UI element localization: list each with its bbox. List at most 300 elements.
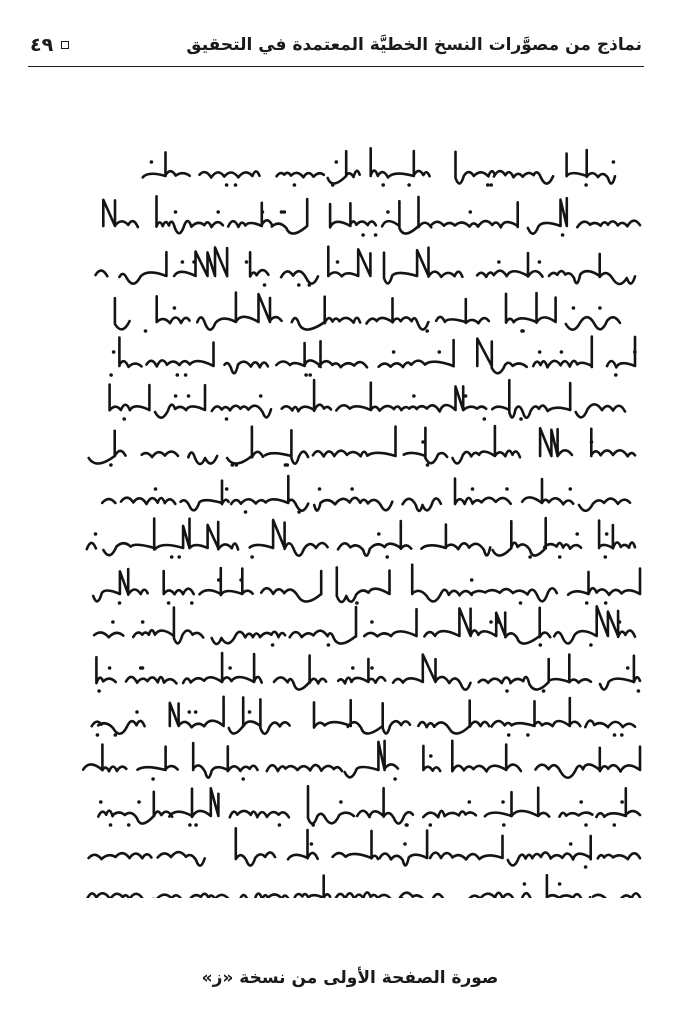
ink-word-stroke (430, 836, 502, 860)
ink-dot (528, 555, 532, 559)
ink-word-stroke (430, 202, 517, 227)
ink-word-stroke (345, 741, 398, 777)
ink-word-stroke (292, 297, 360, 330)
ink-dot (263, 283, 267, 287)
ink-dot (407, 183, 411, 187)
ink-word-stroke (115, 298, 130, 329)
ink-dot (483, 417, 487, 421)
ink-word-stroke (479, 678, 511, 684)
ink-word-stroke (492, 698, 581, 726)
ink-word-stroke (348, 703, 410, 733)
ink-word-stroke (403, 498, 441, 511)
ink-word-stroke (314, 700, 351, 727)
ink-dot (96, 733, 100, 737)
ink-word-stroke (494, 171, 553, 183)
ink-word-stroke (229, 697, 290, 733)
ink-dot (228, 666, 232, 670)
ink-word-stroke (367, 298, 429, 329)
ink-dot (464, 394, 468, 398)
ink-dot (350, 487, 354, 491)
ink-word-stroke (596, 788, 640, 817)
ink-dot (471, 487, 475, 491)
ink-word-stroke (599, 521, 635, 549)
ink-word-stroke (585, 721, 635, 728)
ink-dot (486, 183, 490, 187)
page-number-group (30, 34, 69, 56)
ink-word-stroke (183, 653, 262, 683)
ink-dot (118, 601, 122, 605)
ink-word-stroke (142, 452, 178, 458)
ink-word-stroke (423, 811, 476, 817)
ink-dot (174, 394, 178, 398)
ink-dot (505, 487, 509, 491)
ink-dot (297, 510, 301, 514)
ink-word-stroke (155, 519, 238, 550)
ink-dot (614, 373, 618, 377)
ink-dot (429, 754, 433, 758)
ink-dot (426, 463, 430, 467)
ink-dot (112, 350, 116, 354)
ink-dot (392, 350, 396, 354)
ink-word-stroke (308, 786, 354, 823)
ink-word-stroke (200, 171, 260, 177)
ink-word-stroke (265, 430, 308, 463)
ink-dot (235, 463, 239, 467)
ink-word-stroke (568, 569, 640, 595)
ink-dot (137, 800, 141, 804)
ink-dot (108, 666, 112, 670)
ink-word-stroke (412, 565, 472, 602)
ink-dot (176, 373, 180, 377)
ink-dot (613, 733, 617, 737)
ink-dot (569, 487, 573, 491)
ink-dot (184, 373, 188, 377)
ink-dot (569, 842, 573, 846)
ink-word-stroke (98, 721, 144, 734)
ink-dot (259, 394, 263, 398)
ink-dot (190, 601, 194, 605)
ink-dot (174, 210, 178, 214)
ink-dot (429, 823, 433, 827)
ink-dot (374, 233, 378, 237)
ink-dot (618, 620, 622, 624)
ink-dot (261, 210, 265, 214)
ink-dot (575, 532, 579, 536)
ink-dot (339, 800, 343, 804)
ink-word-stroke (181, 481, 229, 511)
handwritten-manuscript-icon (80, 108, 670, 898)
ink-dot (542, 689, 546, 693)
ink-dot (188, 823, 192, 827)
ink-word-stroke (453, 426, 521, 463)
ink-dot (351, 666, 355, 670)
ink-dot (393, 777, 397, 781)
ink-word-stroke (277, 173, 324, 177)
ink-word-stroke (566, 317, 620, 329)
ink-word-stroke (424, 608, 505, 636)
ink-dot (244, 510, 248, 514)
ink-word-stroke (157, 296, 190, 323)
ink-dot (523, 882, 527, 886)
ink-dot (217, 578, 221, 582)
ink-dot (241, 777, 245, 781)
ink-word-stroke (269, 876, 330, 899)
manuscript-image (80, 108, 670, 898)
ink-dot (468, 800, 472, 804)
ink-dot (421, 440, 425, 444)
ink-word-stroke (547, 875, 590, 898)
ink-dot (377, 532, 381, 536)
ink-dot (173, 306, 177, 310)
ink-dot (370, 620, 374, 624)
header-divider (28, 66, 644, 67)
ink-dot (109, 823, 113, 827)
ink-word-stroke (607, 337, 635, 368)
ink-dot (584, 823, 588, 827)
ink-dot (167, 601, 171, 605)
ink-dot (637, 689, 641, 693)
ink-dot (425, 329, 429, 333)
ink-word-stroke (452, 741, 521, 772)
ink-word-stroke (96, 271, 108, 277)
ink-dot (187, 394, 191, 398)
ink-dot (412, 394, 416, 398)
ink-word-stroke (336, 383, 417, 411)
ink-word-stroke (593, 893, 640, 898)
ink-dot (497, 620, 501, 624)
ink-word-stroke (103, 519, 154, 556)
ink-dot (278, 823, 282, 827)
ink-dot (386, 210, 390, 214)
ink-dot (308, 373, 312, 377)
ink-dot (304, 373, 308, 377)
ink-dot (489, 183, 493, 187)
ink-word-stroke (336, 892, 402, 898)
ink-dot (605, 532, 609, 536)
ink-word-stroke (227, 427, 263, 464)
ink-dot (271, 643, 275, 647)
ink-word-stroke (382, 197, 431, 234)
ink-dot (308, 283, 312, 287)
ink-dot (361, 233, 365, 237)
ink-word-stroke (157, 196, 223, 233)
ink-dot (370, 666, 374, 670)
ink-dot (225, 487, 229, 491)
ink-word-stroke (212, 632, 285, 644)
ink-word-stroke (522, 479, 573, 504)
ink-dot (194, 710, 198, 714)
ink-dot (109, 373, 113, 377)
ink-dot (590, 440, 594, 444)
ink-word-stroke (328, 151, 360, 183)
ink-word-stroke (384, 248, 462, 284)
ink-dot (604, 555, 608, 559)
ink-dot (507, 733, 511, 737)
ink-word-stroke (87, 543, 96, 549)
ink-dot (579, 800, 583, 804)
ink-word-stroke (549, 254, 635, 284)
running-header (30, 30, 642, 60)
ink-word-stroke (188, 452, 217, 464)
ink-word-stroke (598, 853, 640, 859)
ink-word-stroke (357, 788, 413, 823)
figure-caption: صورة الصفحة الأولى من نسخة «ز» (201, 968, 499, 988)
ink-word-stroke (230, 811, 289, 817)
ink-word-stroke (164, 571, 194, 594)
ink-word-stroke (600, 747, 640, 772)
ink-dot (286, 463, 290, 467)
ink-dot (558, 882, 562, 886)
ink-dot (519, 601, 523, 605)
ink-dot (177, 555, 181, 559)
ink-word-stroke (423, 746, 440, 771)
ink-word-stroke (579, 499, 630, 511)
ink-dot (405, 823, 409, 827)
ink-word-stroke (155, 385, 205, 417)
ink-dot (385, 555, 389, 559)
ink-word-stroke (113, 792, 173, 824)
ink-dot (538, 260, 542, 264)
ink-dot (336, 260, 340, 264)
ink-dot (97, 689, 101, 693)
ink-word-stroke (560, 813, 593, 817)
ink-dot (505, 689, 509, 693)
ink-word-stroke (231, 476, 308, 511)
ink-word-stroke (240, 894, 268, 898)
ink-dot (501, 800, 505, 804)
ink-word-stroke (272, 199, 307, 234)
page-number: ٤٩ (30, 34, 54, 56)
ink-dot (584, 183, 588, 187)
ink-word-stroke (193, 743, 257, 778)
ink-word-stroke (119, 252, 166, 283)
ink-word-stroke (576, 404, 625, 417)
ink-word-stroke (330, 203, 376, 227)
ink-dot (181, 260, 185, 264)
ink-dot (335, 160, 339, 164)
ink-word-stroke (319, 361, 367, 367)
ink-dot (585, 601, 589, 605)
ink-dot (144, 329, 148, 333)
ink-word-stroke (492, 380, 570, 418)
ink-dot (248, 710, 252, 714)
ink-dot (604, 601, 608, 605)
ink-dot (521, 329, 525, 333)
ink-word-stroke (436, 299, 489, 323)
ink-dot (250, 555, 254, 559)
ink-word-stroke (103, 200, 138, 227)
ink-dot (239, 578, 243, 582)
ink-word-stroke (505, 608, 550, 644)
ink-word-stroke (333, 831, 378, 859)
ink-word-stroke (313, 427, 396, 457)
ink-word-stroke (212, 406, 271, 418)
ink-word-stroke (158, 852, 205, 866)
ink-dot (283, 210, 287, 214)
ink-dot (327, 643, 331, 647)
ink-word-stroke (121, 498, 175, 504)
ink-dot (403, 842, 407, 846)
ink-dot (194, 823, 198, 827)
ink-dot (558, 555, 562, 559)
ink-dot (150, 160, 154, 164)
ink-dot (589, 643, 593, 647)
ink-word-stroke (119, 338, 141, 367)
ink-dot (99, 800, 103, 804)
ink-word-stroke (250, 520, 328, 556)
ink-dot (111, 620, 115, 624)
ink-word-stroke (228, 203, 272, 227)
ink-word-stroke (600, 656, 640, 690)
ink-dot (135, 710, 139, 714)
ink-dot (297, 283, 301, 287)
ink-dot (310, 842, 314, 846)
ink-dot (331, 183, 335, 187)
ink-word-stroke (282, 380, 331, 411)
ink-dot (293, 183, 297, 187)
ink-word-stroke (88, 893, 154, 898)
ink-dot (109, 463, 113, 467)
ink-dot (318, 487, 322, 491)
ink-dot (192, 260, 196, 264)
ink-dot (626, 666, 630, 670)
ink-word-stroke (236, 828, 275, 865)
ink-word-stroke (93, 569, 148, 601)
ink-dot (612, 160, 616, 164)
ink-word-stroke (133, 608, 203, 644)
ink-word-stroke (371, 148, 430, 177)
ink-dot (526, 733, 530, 737)
ink-word-stroke (536, 748, 600, 778)
ink-word-stroke (418, 701, 489, 734)
ink-word-stroke (225, 362, 268, 374)
ink-word-stroke (456, 152, 495, 184)
ink-dot (355, 601, 359, 605)
ink-word-stroke (169, 788, 218, 817)
ink-dot (620, 800, 624, 804)
ink-word-stroke (417, 386, 487, 411)
ink-word-stroke (328, 247, 370, 277)
ink-word-stroke (126, 677, 177, 683)
ink-word-stroke (477, 339, 526, 374)
ink-word-stroke (338, 521, 411, 556)
ink-dot (170, 555, 174, 559)
ink-dot (127, 823, 131, 827)
ink-dot (141, 620, 145, 624)
ink-dot (489, 620, 493, 624)
ink-dot (538, 350, 542, 354)
ink-dot (154, 487, 158, 491)
ink-dot (519, 417, 523, 421)
ink-word-stroke (393, 655, 470, 690)
ink-dot (633, 350, 637, 354)
ink-dot (561, 233, 565, 237)
ink-word-stroke (508, 836, 591, 866)
ink-word-stroke (102, 499, 115, 503)
ink-word-stroke (469, 893, 531, 898)
ink-word-stroke (404, 428, 447, 463)
ink-word-stroke (421, 525, 490, 556)
ink-word-stroke (267, 765, 342, 771)
ink-word-stroke (493, 518, 546, 555)
ink-word-stroke (274, 656, 326, 690)
ink-word-stroke (455, 479, 511, 505)
ink-dot (94, 532, 98, 536)
ink-dot (470, 578, 474, 582)
ink-word-stroke (290, 607, 356, 643)
ink-word-stroke (110, 385, 150, 411)
ink-word-stroke (528, 198, 567, 233)
ink-word-stroke (591, 429, 635, 457)
ink-word-stroke (276, 341, 320, 367)
ink-dot (225, 183, 229, 187)
ink-dot (438, 350, 442, 354)
ink-dot (620, 733, 624, 737)
ink-word-stroke (281, 271, 318, 283)
ink-dot (114, 733, 118, 737)
ink-dot (381, 183, 385, 187)
ink-dot (469, 210, 473, 214)
ink-dot (613, 823, 617, 827)
ink-dot (539, 643, 543, 647)
ink-dot (234, 183, 238, 187)
ink-word-stroke (98, 811, 112, 817)
ink-word-stroke (200, 568, 253, 595)
ink-dot (572, 306, 576, 310)
ink-word-stroke (288, 830, 318, 859)
ink-word-stroke (197, 293, 281, 330)
ink-word-stroke (250, 252, 268, 276)
ink-word-stroke (89, 431, 126, 464)
ink-word-stroke (540, 428, 572, 456)
ink-word-stroke (506, 293, 556, 323)
ink-word-stroke (261, 571, 321, 602)
ink-word-stroke (314, 498, 392, 511)
ink-word-stroke (337, 567, 390, 602)
ink-word-stroke (567, 150, 615, 184)
ink-dot (598, 306, 602, 310)
ink-word-stroke (94, 633, 123, 638)
ink-word-stroke (96, 657, 115, 683)
ink-dot (141, 666, 145, 670)
ink-dot (216, 210, 220, 214)
ink-dot (122, 417, 126, 421)
ink-word-stroke (510, 655, 591, 690)
ink-dot (188, 710, 192, 714)
ink-word-stroke (477, 253, 542, 277)
ink-word-stroke (379, 340, 454, 367)
ink-word-stroke (554, 606, 635, 643)
ink-word-stroke (147, 343, 214, 367)
running-header-title: نماذج من مصوَّرات النسخ الخطيَّة المعتمدة في التحقيق (186, 35, 642, 55)
ink-dot (231, 463, 235, 467)
ink-word-stroke (138, 747, 178, 770)
ink-dot (151, 777, 155, 781)
ink-word-stroke (380, 831, 427, 866)
ink-word-stroke (485, 788, 549, 817)
ink-dot (560, 350, 564, 354)
ink-dot (502, 823, 506, 827)
ink-dot (497, 260, 501, 264)
ink-dot (225, 417, 229, 421)
ink-dot (245, 260, 249, 264)
ink-word-stroke (400, 893, 465, 898)
ink-word-stroke (544, 543, 581, 549)
ink-word-stroke (338, 659, 385, 684)
ink-word-stroke (143, 152, 190, 177)
ink-dot (584, 865, 588, 869)
ink-word-stroke (471, 588, 557, 601)
